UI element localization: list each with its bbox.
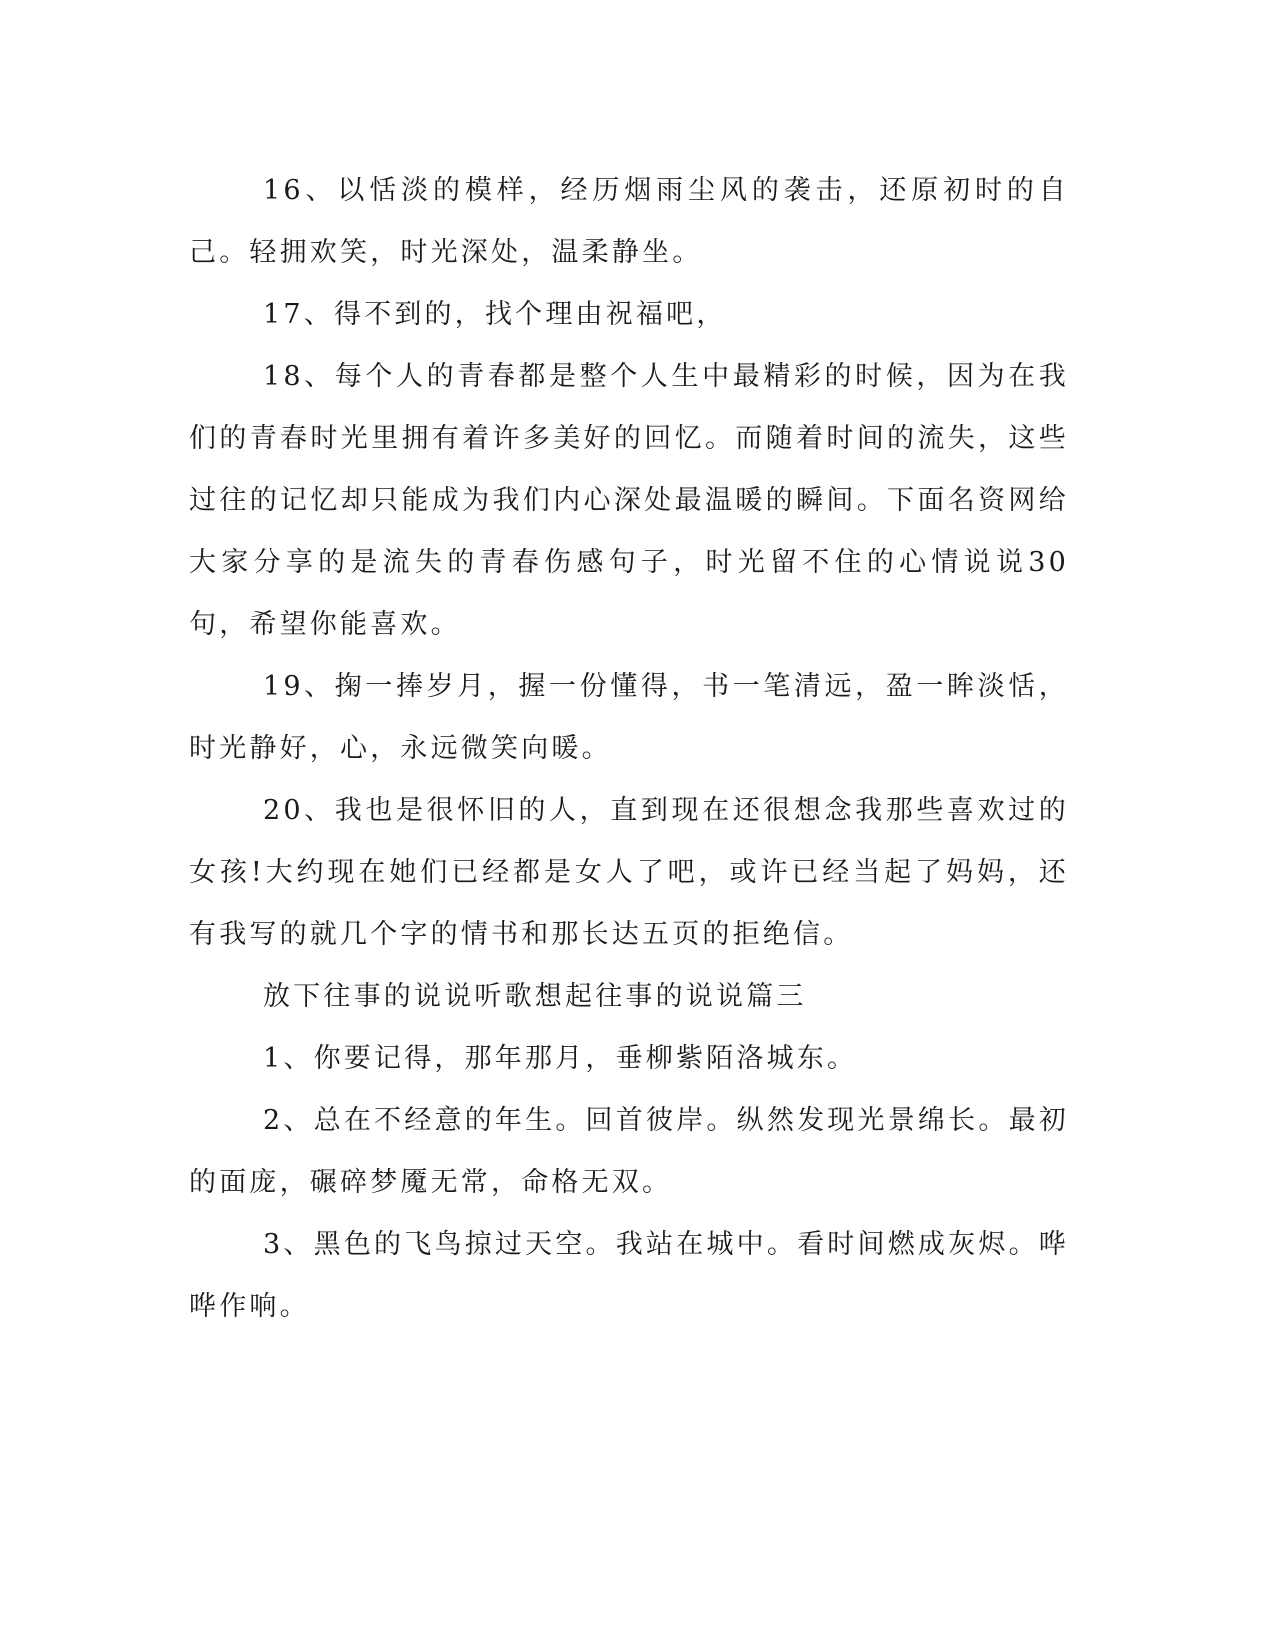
paragraph-2: 2、总在不经意的年生。回首彼岸。纵然发现光景绵长。最初的面庞，碾碎梦魇无常，命格无双。: [189, 1105, 1069, 1198]
paragraph-19: 19、掬一捧岁月，握一份懂得，书一笔清远，盈一眸淡恬，时光静好，心，永远微笑向暖。: [189, 671, 1069, 764]
paragraph-16: 16、以恬淡的模样，经历烟雨尘风的袭击，还原初时的自己。轻拥欢笑，时光深处，温柔静坐。: [189, 175, 1069, 268]
paragraph-3: 3、黑色的飞鸟掠过天空。我站在城中。看时间燃成灰烬。哗哗作响。: [189, 1229, 1069, 1322]
paragraph-17: 17、得不到的，找个理由祝福吧，: [263, 299, 727, 330]
document-body: [189, 160, 1069, 1338]
section-heading: 放下往事的说说听歌想起往事的说说篇三: [263, 981, 807, 1012]
paragraph-20: 20、我也是很怀旧的人，直到现在还很想念我那些喜欢过的女孩!大约现在她们已经都是女人了吧，或许已经当起了妈妈，还有我写的就几个字的情书和那长达五页的拒绝信。: [189, 795, 1069, 950]
paragraph-1: 1、你要记得，那年那月，垂柳紫陌洛城东。: [263, 1043, 858, 1074]
paragraph-18: 18、每个人的青春都是整个人生中最精彩的时候，因为在我们的青春时光里拥有着许多美好的回忆。而随着时间的流失，这些过往的记忆却只能成为我们内心深处最温暖的瞬间。下面名资网给大家分享的是流失的青春伤感句子，时光留不住的心情说说30句，希望你能喜欢。: [189, 361, 1069, 640]
